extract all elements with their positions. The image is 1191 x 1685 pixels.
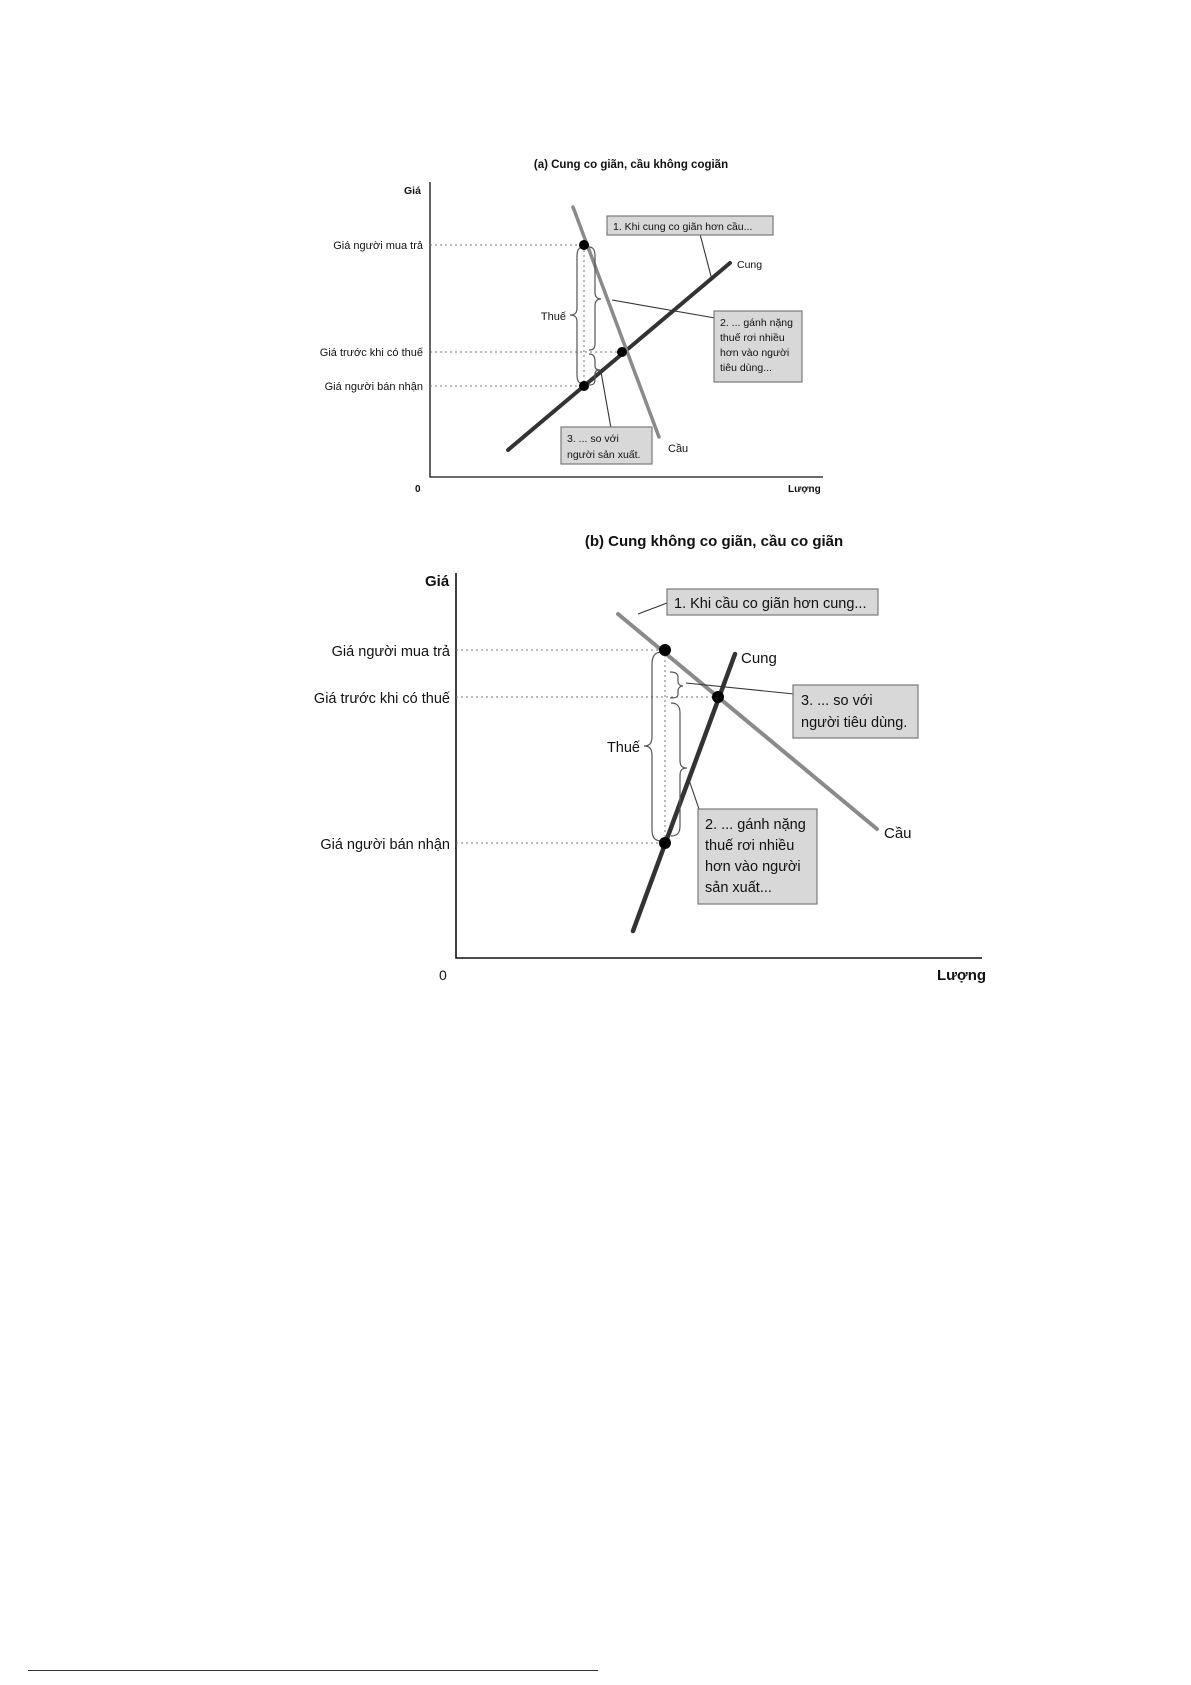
panel-a-title: (a) Cung co giãn, cầu không cogiãn [533,159,729,171]
panel-a-buyer-price-label: Giá người mua trả [333,240,423,252]
panel-a-origin-label: 0 [415,484,421,495]
panel-a-note3-line2: người sản xuất. [567,449,641,461]
panel-a-note3-leader [601,372,611,428]
panel-b-equilibrium-point [712,691,724,703]
panel-a-note2-line3: hơn vào người [720,347,790,359]
panel-b-title: (b) Cung không co giãn, cầu co giãn [584,533,844,550]
panel-b-note2-line1: 2. ... gánh nặng [705,817,806,833]
panel-b-tax-label: Thuế [606,740,640,756]
panel-b-supply-label: Cung [741,650,777,667]
panel-b-note3-leader [686,683,794,694]
panel-a-buyer-price-point [579,240,589,250]
panel-a-note1-text: 1. Khi cung co giãn hơn cầu... [613,221,753,233]
footnote-separator [28,1670,598,1671]
panel-b-before-tax-label: Giá trước khi có thuế [313,691,450,707]
panel-a-x-axis-label: Lượng [788,484,821,495]
panel-b-note2-line2: thuế rơi nhiều [705,838,795,854]
panel-a-tax-brace [570,247,584,384]
panel-a-note2-line2: thuế rơi nhiều [720,332,785,344]
panel-b-note1-leader [638,603,667,614]
panel-b-seller-price-label: Giá người bán nhận [320,837,450,853]
panel-a-supply-curve [508,263,730,450]
panel-b-origin-label: 0 [439,967,447,983]
panel-b-note2-line3: hơn vào người [705,859,801,875]
panel-a-equilibrium-point [617,347,627,357]
panel-a-supply-label: Cung [737,259,763,271]
panel-a-note2-line4: tiêu dùng... [720,362,772,374]
panel-b-note2-line4: sản xuất... [705,880,772,896]
panel-a-seller-price-label: Giá người bán nhận [324,381,423,393]
panel-a-note3-line1: 3. ... so với [567,433,619,445]
panel-b-note1-text: 1. Khi cầu co giãn hơn cung... [674,596,867,612]
panel-b-y-axis-label: Giá [425,573,450,590]
panel-b-consumer-burden-brace [670,672,683,698]
panel-a-diagram [0,0,1191,520]
panel-b-seller-price-point [659,837,671,849]
panel-a-y-axis-label: Giá [404,185,421,197]
panel-a-demand-label: Cầu [668,443,689,455]
panel-b-note3-line2: người tiêu dùng. [801,715,908,731]
panel-b-buyer-price-label: Giá người mua trả [331,644,450,660]
panel-a-tax-label: Thuế [540,311,566,323]
panel-a-consumer-burden-brace [589,247,601,350]
panel-b-note2-leader [688,777,700,812]
panel-a-note2-leader [612,300,715,318]
panel-b-x-axis-label: Lượng [937,967,987,984]
panel-a-note1-leader [700,234,712,280]
panel-b-demand-label: Cầu [884,825,912,842]
panel-a-before-tax-label: Giá trước khi có thuế [319,347,423,359]
panel-b-buyer-price-point [659,644,671,656]
panel-a-seller-price-point [579,381,589,391]
panel-b-tax-brace [644,652,662,841]
panel-b-diagram [0,520,1191,1020]
panel-b-note3-line1: 3. ... so với [801,693,873,709]
panel-a-note2-line1: 2. ... gánh nặng [720,317,793,329]
